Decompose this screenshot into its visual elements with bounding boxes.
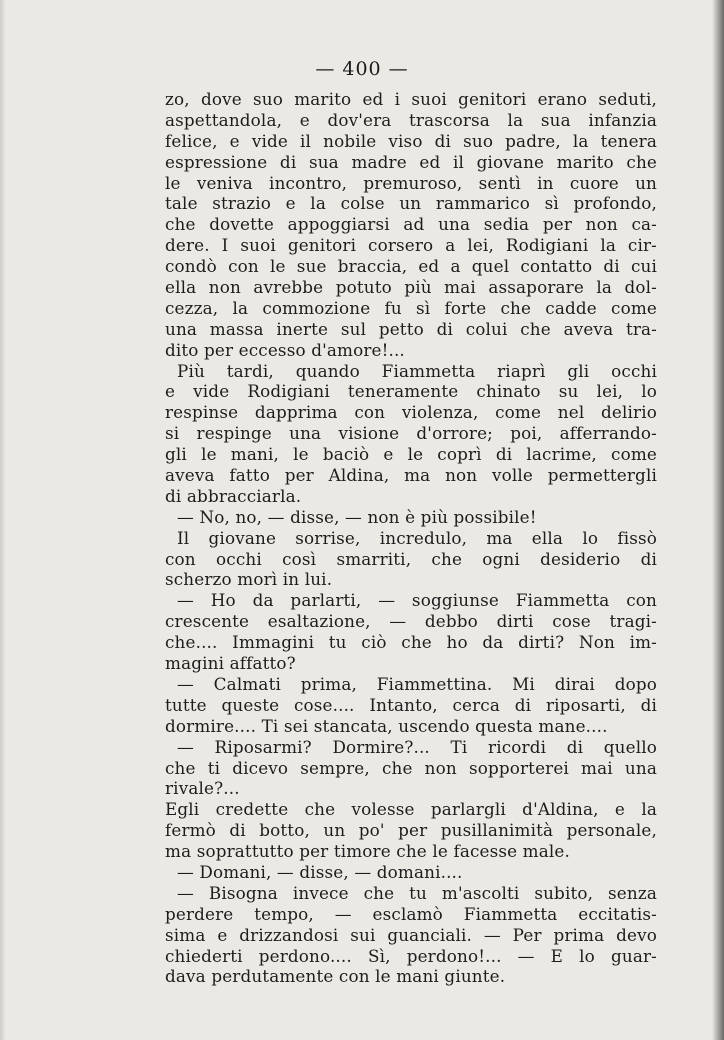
- text-line: — Bisogna invece che tu m'ascolti subito, senza: [177, 882, 657, 903]
- text-line: che dovette appoggiarsi ad una sedia per non ca-: [165, 214, 657, 235]
- page-number: — 400 —: [315, 58, 409, 80]
- text-line: aspettandola, e dov'era trascorsa la sua infanzia: [165, 109, 657, 130]
- text-line: dere. I suoi genitori corsero a lei, Rodigiani la cir-: [165, 235, 657, 256]
- text-line: condò con le sue braccia, ed a quel contatto di cui: [165, 256, 657, 277]
- text-line: e vide Rodigiani teneramente chinato su lei, lo: [165, 381, 657, 402]
- text-line: felice, e vide il nobile viso di suo padre, la tenera: [165, 130, 657, 151]
- body-text: [165, 89, 657, 987]
- text-line: che ti dicevo sempre, che non sopporterei mai una: [165, 757, 657, 778]
- text-line: si respinge una visione d'orrore; poi, afferrando-: [165, 423, 657, 444]
- text-line: con occhi così smarriti, che ogni desiderio di: [165, 548, 657, 569]
- page-right-edge-shadow: [712, 0, 724, 1040]
- text-line: magini affatto?: [165, 653, 296, 674]
- text-line: — Riposarmi? Dormire?... Ti ricordi di quello: [177, 736, 657, 757]
- text-line: aveva fatto per Aldina, ma non volle permettergli: [165, 465, 657, 486]
- text-line: sima e drizzandosi sui guanciali. — Per prima devo: [165, 924, 657, 945]
- text-line: Il giovane sorrise, incredulo, ma ella lo fissò: [177, 527, 657, 548]
- text-line: — No, no, — disse, — non è più possibile!: [177, 506, 537, 527]
- page-left-shadow: [0, 0, 6, 1040]
- text-line: gli le mani, le baciò e le coprì di lacrime, come: [165, 444, 657, 465]
- text-line: — Calmati prima, Fiammettina. Mi dirai dopo: [177, 673, 657, 694]
- text-line: di abbracciarla.: [165, 485, 302, 506]
- text-line: respinse dapprima con violenza, come nel delirio: [165, 402, 657, 423]
- text-line: le veniva incontro, premuroso, sentì in cuore un: [165, 172, 657, 193]
- text-line: dormire.... Ti sei stancata, uscendo questa mane....: [165, 715, 608, 736]
- text-line: dito per eccesso d'amore!...: [165, 339, 405, 360]
- text-line: che.... Immagini tu ciò che ho da dirti? Non im-: [165, 632, 657, 653]
- text-line: fermò di botto, un po' per pusillanimità personale,: [165, 820, 657, 841]
- text-line: chiederti perdono.... Sì, perdono!... — E lo guar-: [165, 945, 657, 966]
- text-line: zo, dove suo marito ed i suoi genitori erano seduti,: [165, 89, 657, 109]
- text-line: rivale?...: [165, 778, 240, 799]
- text-line: tutte queste cose.... Intanto, cerca di riposarti, di: [165, 694, 657, 715]
- text-line: dava perdutamente con le mani giunte.: [165, 966, 506, 987]
- text-line: scherzo morì in lui.: [165, 569, 333, 590]
- text-line: una massa inerte sul petto di colui che aveva tra-: [165, 318, 657, 339]
- text-line: tale strazio e la colse un rammarico sì profondo,: [165, 193, 657, 214]
- text-line: Più tardi, quando Fiammetta riaprì gli occhi: [177, 360, 657, 381]
- text-line: ella non avrebbe potuto più mai assaporare la dol-: [165, 277, 657, 298]
- text-line: perdere tempo, — esclamò Fiammetta eccitatis-: [165, 903, 657, 924]
- text-line: — Ho da parlarti, — soggiunse Fiammetta con: [177, 590, 657, 611]
- text-line: cezza, la commozione fu sì forte che cadde come: [165, 297, 657, 318]
- text-line: espressione di sua madre ed il giovane marito che: [165, 151, 657, 172]
- text-line: ma soprattutto per timore che le facesse male.: [165, 841, 570, 862]
- text-line: Egli credette che volesse parlargli d'Aldina, e la: [165, 799, 657, 820]
- text-line: crescente esaltazione, — debbo dirti cose tragi-: [165, 611, 657, 632]
- text-line: — Domani, — disse, — domani....: [177, 861, 463, 882]
